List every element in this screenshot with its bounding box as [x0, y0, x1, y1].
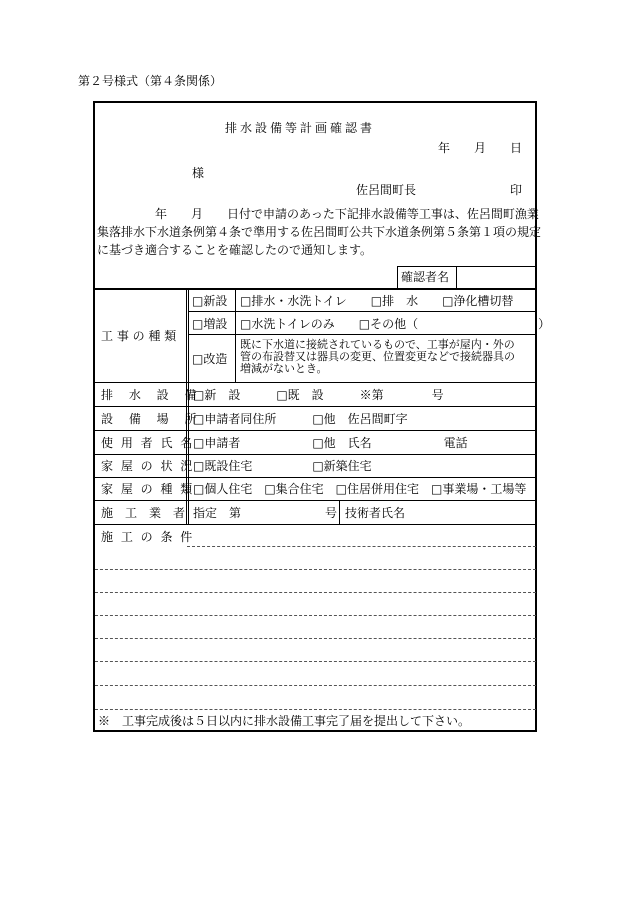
- body-line-3: に基づき適合することを確認したので通知します。: [97, 243, 373, 257]
- conditions-label: 施 工 の 条 件: [101, 530, 195, 544]
- addressee-suffix: 様: [192, 166, 205, 180]
- footnote: ※ 工事完成後は５日以内に排水設備工事完了届を提出して下さい。: [98, 714, 471, 728]
- house-status-label: 家 屋 の 状 況: [101, 459, 195, 473]
- technician-name-label: 技術者氏名: [345, 506, 406, 520]
- contractor-designation[interactable]: 指定 第 号: [193, 506, 338, 520]
- contractor-label: 施 工 業 者: [101, 506, 186, 520]
- house-type-options[interactable]: □個人住宅 □集合住宅 □住居併用住宅 □事業場・工場等: [193, 482, 527, 496]
- work-type-add-checkbox[interactable]: □増設: [192, 317, 228, 331]
- issuer-name: 佐呂間町長: [356, 183, 417, 197]
- body-line-2: 集落排水下水道条例第４条で準用する佐呂間町公共下水道条例第５条第１項の規定: [97, 225, 542, 239]
- form-number: 第２号様式（第４条関係）: [78, 74, 223, 88]
- location-options[interactable]: □申請者同住所 □他 佐呂間町字: [193, 412, 408, 426]
- drainage-label: 排 水 設 備: [101, 388, 203, 402]
- document-title: 排水設備等計画確認書: [225, 121, 376, 135]
- work-type-mod-line-3: 増減がないとき。: [240, 362, 328, 375]
- seal-mark: 印: [510, 183, 523, 197]
- user-options[interactable]: □申請者 □他 氏名 電話: [193, 436, 468, 450]
- work-type-new-options[interactable]: □排水・水洗トイレ □排 水 □浄化槽切替: [240, 294, 514, 308]
- work-type-mod-line-2: 管の布設替又は器具の変更、位置変更などで接続器具の: [240, 350, 515, 363]
- work-type-new-checkbox[interactable]: □新設: [192, 294, 228, 308]
- confirmer-label: 確認者名: [401, 270, 450, 284]
- body-line-1: 年 月 日付で申請のあった下記排水設備等工事は、佐呂間町漁業: [155, 207, 539, 221]
- work-type-mod-line-1: 既に下水道に接続されているもので、工事が屋内・外の: [240, 338, 515, 351]
- work-type-label: 工 事 の 種 類: [101, 329, 177, 343]
- confirmer-field[interactable]: [457, 267, 535, 288]
- drainage-options[interactable]: □新 設 □既 設 ※第 号: [193, 388, 444, 402]
- work-type-add-options[interactable]: □水洗トイレのみ □その他（ ）: [240, 317, 551, 331]
- house-type-label: 家 屋 の 種 類: [101, 482, 195, 496]
- date-line: 年 月 日: [438, 141, 523, 155]
- conditions-field[interactable]: [188, 525, 535, 711]
- user-label: 使 用 者 氏 名: [101, 436, 195, 450]
- house-status-options[interactable]: □既設住宅 □新築住宅: [193, 459, 372, 473]
- work-type-mod-checkbox[interactable]: □改造: [192, 352, 228, 366]
- location-label: 設 備 場 所: [101, 412, 203, 426]
